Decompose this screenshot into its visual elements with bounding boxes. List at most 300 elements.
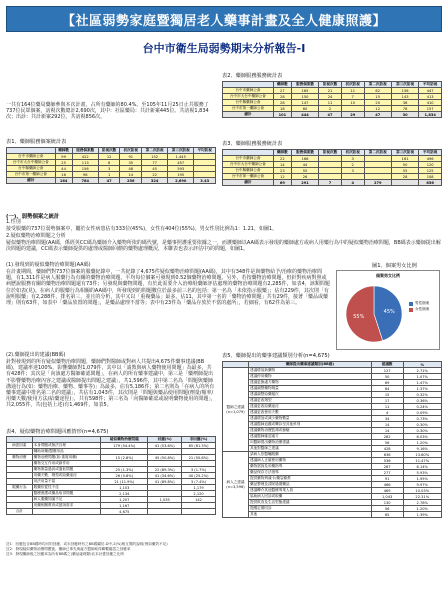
- table-cell: 50: [391, 162, 418, 168]
- table-cell: 60: [291, 106, 318, 112]
- legend-swatch: [409, 308, 413, 312]
- header-cell: 平均訪視: [419, 82, 442, 88]
- table-cell: 1,043: [371, 494, 403, 500]
- table-row: [223, 512, 442, 518]
- total-cell: 7: [319, 180, 342, 186]
- table-cell: [182, 509, 216, 515]
- table-cell: 提供飲食及生活型態建議: [249, 500, 372, 506]
- table-cell: 165: [291, 88, 318, 94]
- table-cell: 6.03%: [403, 434, 441, 440]
- table-cell: 5.93%: [403, 470, 441, 476]
- table4-caption: 表4、疑似藥物治療問題回應情形(n=4,675): [6, 429, 109, 435]
- table-cell: 建議轉介其他醫療專業人員: [249, 488, 372, 494]
- header-cell: 初次訪視: [120, 148, 142, 154]
- table-cell: 27: [273, 88, 291, 94]
- total-cell: 30: [391, 112, 418, 118]
- section2-text: 在計畫期間，藥師們對737位個案的服藥紀錄中，一共紀錄了4,675件疑似藥物治療問題(AA碼)，其中有348件是與藥物給予/治療的藥物治療問題，有1,311件是病人服藥行為有關的藥物治療問題，平均每位個案可發現到0.52個藥物治療問題。另外，若按藥物治療問題，但針對疾病對照或病歷說服務有關的藥物治療問題還有73件；另發現與藥物問題，有於此需要介入治療組藥師評估處理的藥物治療問題有2,285件，如表4，該類問題位於如表(見)。在病人的服藥行為相關的AA碼中，所發現到的問題數位於最多前三名的包括：第一名為「未依指示服藥」；佔有229件，其次則「有說明服藥」有2,288件，排名第三，並且的分析，其中又以「重複藥品」最多，佔11，其中第一名的「藥物治療問題」共有29件，接著「藥品或藥理」則有63件，如表中「藥品放置的問題」，是藥品處理不當等；表中有23件為「藥品存放於不當的處所」，若細看，有62件為第三。: [6, 269, 330, 307]
- report-subtitle: 台中市衛生局弱勢期末分析報告-I: [142, 42, 306, 55]
- table-cell: 4,675: [101, 509, 148, 515]
- section1-heading: (一)、弱勢個案之統計: [6, 214, 60, 220]
- table-cell: 35: [120, 160, 142, 166]
- table-cell: 26: [291, 174, 318, 180]
- table-cell: 41 (53.6%): [148, 443, 182, 449]
- table-cell: [32, 509, 101, 515]
- table-cell: 496: [419, 156, 442, 162]
- table-cell: 1,207: [101, 497, 148, 503]
- table-cell: 建議更改使用天數: [249, 410, 372, 416]
- total-cell: 279: [364, 180, 391, 186]
- table-cell: 45: [142, 166, 168, 172]
- table-cell: 建議增加或減少藥物數量: [249, 416, 372, 422]
- section3-text: 針對發現到的所有疑似藥物治療問題，藥師們對醫師或對病人共提出4,675件藥事建議(BB碼)，建議率達100%，影響藥師對1,079件，其中以「請教與病人藥物使用問題」為最多，共有428件；其次是「向該處方醫師確認問題」，在病人的所有藥事建議中，第三是「藥劑師提出不影響藥物治療內容之建議或醫師提出問題之建議」，共1,596件，其中第二名為「問題與藥師溝通行為(如：藥物治療、藥物、藥事等)」為最多，佔有5,186件；第二名則為「在病人的所有藥事建議中排名第二名的建議」，共佔有1,043件，其次則是「問題與藥品使用問題(劑量/頻率/用藥天數/使用方法/給藥途徑)」，共有598件；第三名為「向醫師確認或說明藥物使用的問題」，共2,055件，共(包括上述)有1,469件，如表5。: [6, 359, 216, 409]
- total-cell: 總計: [7, 178, 56, 184]
- table-cell: 157: [419, 106, 442, 112]
- table-cell: 服藥行為: [7, 485, 33, 491]
- table-cell: 請病人依醫囑服藥: [249, 452, 372, 458]
- table4-note: 註3：發現藥師後之回應率為所有BB碼之(藥品處理類)佔本計畫回應之比例: [6, 552, 124, 556]
- table-cell: 469: [371, 488, 403, 494]
- table-cell: 16: [55, 172, 72, 178]
- table-cell: 287: [371, 464, 403, 470]
- table-cell: 藥物諮詢及用藥指導: [249, 464, 372, 470]
- table-cell: 1,179: [182, 485, 216, 491]
- table-cell: 195: [168, 172, 194, 178]
- table-cell: 3: [341, 156, 364, 162]
- table-cell: 142: [182, 497, 216, 503]
- header-cell: 訪視次數: [319, 150, 342, 156]
- table-cell: 12: [98, 154, 120, 160]
- header-cell: 第三次訪視: [391, 82, 418, 88]
- table-cell: 11: [371, 404, 403, 410]
- header-cell: 疑似藥物治療問題: [101, 437, 148, 443]
- table-cell: 14: [273, 162, 291, 168]
- header-cell: 初次訪視: [341, 150, 364, 156]
- table-cell: 77: [142, 160, 168, 166]
- table-cell: 12: [364, 106, 391, 112]
- table-cell: 台中市藥師公會: [223, 88, 274, 94]
- legend-label: 女性個案: [415, 307, 430, 311]
- table-cell: 6.14%: [403, 464, 441, 470]
- table-cell: 55: [391, 168, 418, 174]
- table-cell: 1.20%: [403, 440, 441, 446]
- table-cell: 7: [341, 94, 364, 100]
- legend-label: 男性個案: [415, 301, 430, 305]
- table-cell: 22 (89.3%): [148, 467, 182, 473]
- total-row: [7, 178, 216, 184]
- table-cell: 413: [419, 94, 442, 100]
- table-row: [7, 509, 216, 515]
- table-cell: 2: [319, 106, 342, 112]
- table-cell: 11.47%: [403, 458, 441, 464]
- table-cell: 150: [291, 94, 318, 100]
- header-cell: 訪視次數: [319, 82, 342, 88]
- table-cell: 台中市第一藥師公會: [7, 172, 56, 178]
- pie-legend: [409, 301, 429, 313]
- legend-entry: [409, 301, 429, 306]
- table-cell: 3: [341, 168, 364, 174]
- table-cell: 0.30%: [403, 422, 441, 428]
- table1: [6, 147, 216, 184]
- table-cell: 25: [55, 160, 72, 166]
- table-cell: 41 (34.6%): [148, 473, 182, 479]
- table-cell: 用藥相關教育或諮詢需求: [32, 503, 101, 509]
- group-count: (n=1,079): [226, 410, 245, 414]
- table-cell: 建議病人正確使用藥物: [249, 458, 372, 464]
- total-cell: 291: [291, 180, 318, 186]
- table-cell: 建議更改劑型: [249, 398, 372, 404]
- table-cell: 1,167: [101, 503, 148, 509]
- total-cell: 69: [273, 180, 291, 186]
- header-cell: 服務個案數: [291, 150, 318, 156]
- total-cell: [391, 180, 418, 186]
- table-cell: 11: [341, 88, 364, 94]
- section2-sub: (1).發現到的疑似藥物治療問題(AA碼): [6, 262, 91, 268]
- table-cell: 18: [273, 106, 291, 112]
- table-cell: 147: [291, 100, 318, 106]
- table-cell: 25 (1.3%): [101, 467, 148, 473]
- report-banner: [6, 6, 442, 32]
- table-cell: 62: [364, 88, 391, 94]
- header-cell: 回應(%): [148, 437, 182, 443]
- header-cell: 訪視次數: [98, 148, 120, 154]
- table-cell: 提醒定期回診: [249, 506, 372, 512]
- table-cell: 病人服藥知識不足: [32, 497, 101, 503]
- header-cell: 藥師提出藥事建議類別(BB碼): [249, 362, 372, 368]
- total-cell: 256: [120, 178, 142, 184]
- table-cell: 22: [273, 156, 291, 162]
- total-cell: 324: [142, 178, 168, 184]
- pie-slice-label-1: 55%: [353, 313, 365, 320]
- table-cell: 28: [391, 174, 418, 180]
- table-cell: 50: [371, 374, 403, 380]
- table-cell: 3: [98, 166, 120, 172]
- table-cell: 2: [341, 162, 364, 168]
- table-cell: 15 (2.8%): [101, 455, 148, 461]
- table-cell: 26 (5.8%): [101, 473, 148, 479]
- table-cell: 用藥天數、劑型或給藥途徑: [32, 473, 101, 479]
- header-cell: 平均訪視: [419, 150, 442, 156]
- table-cell: 藥品整理及清除過期藥品: [249, 482, 372, 488]
- group-cell: [223, 452, 249, 518]
- total-cell: 444: [291, 112, 318, 118]
- table-cell: 44: [291, 162, 318, 168]
- pie-caption: 圖1、個案男女比例: [372, 263, 417, 269]
- table-cell: 1,035: [148, 497, 182, 503]
- table-cell: 服藥依從性不佳: [32, 485, 101, 491]
- table-cell: 24: [319, 94, 342, 100]
- table4-note: 註1：回應包含BB碼時均可的回應；或未回應時有之BB碼屬於-D中,2(%)相互間的說明(例如藥效不足): [6, 542, 168, 546]
- table5-caption: 表5、藥師提出的藥事建議類別分析(n=4,675): [222, 353, 330, 359]
- table-cell: 20: [364, 100, 391, 106]
- table-cell: 1: [98, 172, 120, 178]
- table-cell: 282: [371, 434, 403, 440]
- table-cell: 協助病人回診或取藥: [249, 494, 372, 500]
- table-cell: 158: [391, 88, 418, 94]
- table-cell: 建議增加新藥物: [249, 368, 372, 374]
- table-cell: 15: [364, 94, 391, 100]
- table4-notes: [6, 542, 216, 557]
- table-cell: 建議更換處方藥物: [249, 380, 372, 386]
- table-cell: 建議調整給藥頻次: [249, 392, 372, 398]
- table-cell: 22.31%: [403, 494, 441, 500]
- total-row: [223, 112, 442, 118]
- table-cell: 10: [341, 100, 364, 106]
- header-cell: 藥師數: [273, 150, 291, 156]
- table-cell: 用法用量不當: [32, 479, 101, 485]
- total-cell: 29: [341, 112, 364, 118]
- total-cell: 2,690: [168, 178, 194, 184]
- total-cell: 101: [273, 112, 291, 118]
- header-cell: 藥師數: [273, 82, 291, 88]
- table-cell: 藥品保存方法指導: [249, 470, 372, 476]
- legend-swatch: [409, 302, 413, 306]
- total-cell: 47: [319, 112, 342, 118]
- table-cell: 向醫師提出藥物治療建議: [249, 440, 372, 446]
- table-cell: 3 (1.7%): [182, 467, 216, 473]
- total-cell: 3.43: [194, 178, 216, 184]
- table-cell: 14: [120, 172, 142, 178]
- table-cell: 3 (7.4%): [182, 479, 216, 485]
- table-cell: 輔助用藥/醫療用品: [32, 449, 101, 455]
- total-cell: 47: [98, 178, 120, 184]
- table-cell: 28: [273, 94, 291, 100]
- section1-text2: 疑似藥物治療問題(AA碼，係經英CC碼為藥師介入藥物所依的碼代號，是藥事照護重要依據之一，而護藥師以AA碼表示發現的藥師處方或病人用藥行為中的疑似藥物治療問題，BB碼表示藥師提出解決問題的建議，CC碼表示藥師提供的處理或醫師回饋的藥物處理概況，本聯表也表示評估中)的問題，如圖1。: [6, 240, 441, 253]
- table-cell: 422: [72, 154, 98, 160]
- table-cell: 10.03%: [403, 488, 441, 494]
- table-cell: 建議藥物治療監測或檢驗: [249, 428, 372, 434]
- table-cell: 0.24%: [403, 404, 441, 410]
- table-cell: 12: [273, 174, 291, 180]
- header-cell: 第二次訪視: [142, 148, 168, 154]
- table-cell: 2,134: [101, 491, 148, 497]
- table-cell: 台中市第一藥師公會: [223, 106, 274, 112]
- header-cell: 建議數: [371, 362, 403, 368]
- group-name: 醫師之建議: [226, 405, 245, 409]
- header-cell: 平均訪視: [194, 148, 216, 154]
- table-cell: 病患因素: [7, 443, 33, 449]
- table-cell: 1.07%: [403, 374, 441, 380]
- table-cell: 91: [120, 154, 142, 160]
- table-cell: [148, 509, 182, 515]
- table-cell: 64: [371, 386, 403, 392]
- table-cell: 152: [142, 154, 168, 160]
- table-cell: 藥物交互作用或副作用: [32, 461, 101, 467]
- table2: [222, 81, 442, 118]
- table-cell: 0.09%: [403, 410, 441, 416]
- table-cell: 台中市大台中藥師公會: [223, 162, 274, 168]
- table-cell: 15: [371, 392, 403, 398]
- legend-entry: [409, 307, 429, 312]
- table-cell: 593: [168, 166, 194, 172]
- table4-note: 註2：發現疑似藥物治療問題後，藥師已事先與處方醫師取得聯繫確認之回應率: [6, 547, 131, 551]
- table-cell: 13.60%: [403, 452, 441, 458]
- table-cell: 38: [391, 100, 418, 106]
- table-cell: 9.16%: [403, 446, 441, 452]
- header-cell: 非回應(%): [182, 437, 216, 443]
- table-cell: 9.97%: [403, 482, 441, 488]
- table-cell: 其他對醫師之建議: [249, 446, 372, 452]
- table-cell: 1,445: [168, 154, 194, 160]
- table-cell: 醫療照護或藥品取得問題: [32, 491, 101, 497]
- table-cell: 14: [371, 422, 403, 428]
- table-cell: 建議醫師追蹤或轉診至其他科別: [249, 422, 372, 428]
- table-cell: 98: [72, 172, 98, 178]
- table-cell: 113: [72, 160, 98, 166]
- table-cell: 2.71%: [403, 368, 441, 374]
- pie-figure: [336, 270, 440, 350]
- table-cell: 2,120: [182, 491, 216, 497]
- table-cell: 1,103: [101, 485, 148, 491]
- table-cell: 143: [391, 94, 418, 100]
- table-cell: 11: [319, 100, 342, 106]
- header-cell: 第二次訪視: [364, 82, 391, 88]
- table-cell: 44: [55, 166, 72, 172]
- table-cell: 22: [142, 172, 168, 178]
- header-cell: 第三次訪視: [391, 150, 418, 156]
- table-cell: 99: [55, 154, 72, 160]
- table-cell: 1.95%: [403, 476, 441, 482]
- table-cell: 457: [168, 160, 194, 166]
- pie-title: 個案男女比例: [376, 273, 400, 278]
- table-cell: 125: [419, 168, 442, 174]
- total-cell: 784: [72, 178, 98, 184]
- table-cell: 161: [391, 156, 418, 162]
- header-cell: 藥師數: [55, 148, 72, 154]
- table-cell: 台中市第一藥師公會: [223, 174, 274, 180]
- pie-chart: [339, 279, 409, 349]
- table-cell: 447: [419, 88, 442, 94]
- table-cell: 台中市大台中藥師公會: [223, 94, 274, 100]
- header-cell: 服務個案數: [291, 82, 318, 88]
- table-cell: 21: [319, 88, 342, 94]
- table-cell: 166: [291, 156, 318, 162]
- table-cell: 48: [120, 166, 142, 172]
- table-cell: 28: [273, 100, 291, 106]
- table-cell: 0.73%: [403, 416, 441, 422]
- table-cell: 17: [371, 398, 403, 404]
- group-cell: [223, 368, 249, 452]
- table-cell: 21 (50.8%): [182, 455, 216, 461]
- table-cell: 14: [371, 428, 403, 434]
- table-cell: 78: [391, 106, 418, 112]
- table4: [6, 436, 216, 515]
- table-cell: 1.39%: [403, 512, 441, 518]
- total-cell: 47: [364, 112, 391, 118]
- intro-paragraph: 一共有164位藥局藥師參與本次計畫，占所有藥師的80.4%。至105年11月25日止共服務了737位民眾個案，訪視次數總計2,690次，其中：社區藥局：共計新案445位、共訪視1,834次；出診：共計新案292位、共訪視856次。: [6, 102, 209, 121]
- table-cell: 23: [273, 168, 291, 174]
- table-cell: 277: [371, 470, 403, 476]
- table-cell: 41 (89.8%): [148, 479, 182, 485]
- section3-sub: (2).藥師提出的建議(BB碼): [6, 352, 66, 358]
- table-cell: 建議醫師確認處方: [249, 434, 372, 440]
- table-cell: 藥物治療問題(如:重複用藥): [32, 455, 101, 461]
- table5: [222, 361, 442, 518]
- section1-sub: 1.性別: [6, 219, 21, 225]
- table-cell: 466: [371, 482, 403, 488]
- table-cell: 1.20%: [403, 506, 441, 512]
- table3-caption: 表3、藥師服務服務統計表: [222, 141, 283, 147]
- table-cell: 127: [371, 368, 403, 374]
- table-cell: 0.32%: [403, 392, 441, 398]
- total-cell: 164: [55, 178, 72, 184]
- table-cell: 台中市藥師公會: [7, 154, 56, 160]
- table-cell: 1.47%: [403, 380, 441, 386]
- table-cell: 55: [291, 168, 318, 174]
- table2-caption: 表2、藥師服務服務統計表: [222, 73, 283, 79]
- report-title: 【社區弱勢家庭暨獨居老人藥事計畫及全人健康照護】: [61, 13, 386, 29]
- table-cell: 台中縣藥師公會: [7, 166, 56, 172]
- table-cell: 21 (11.9%): [101, 479, 148, 485]
- table-cell: 藥物治療: [7, 455, 33, 461]
- header-cell: %: [403, 362, 441, 368]
- table-cell: 428: [371, 446, 403, 452]
- table-cell: 56: [371, 506, 403, 512]
- total-cell: 總計: [223, 112, 274, 118]
- table-cell: 34: [371, 416, 403, 422]
- table-cell: 636: [371, 452, 403, 458]
- table-cell: 建議停用藥物: [249, 374, 372, 380]
- table-cell: 40 (25.2%): [182, 473, 216, 479]
- total-cell: 1,834: [419, 112, 442, 118]
- header-cell: 第三次訪視: [168, 148, 194, 154]
- total-cell: 856: [419, 180, 442, 186]
- table-cell: 台中市大台中藥師公會: [7, 160, 56, 166]
- table-cell: 本身問題或無法自理: [32, 443, 101, 449]
- table-cell: 台中縣藥師公會: [223, 168, 274, 174]
- table-cell: 0.36%: [403, 398, 441, 404]
- group-name: 病人之建議: [226, 480, 245, 484]
- total-row: [223, 180, 442, 186]
- table-cell: 120: [419, 162, 442, 168]
- table-cell: 建議更改給藥途徑: [249, 404, 372, 410]
- table-cell: 建議調整藥物劑量: [249, 386, 372, 392]
- table1-caption: 表1、藥師服務個案統計表: [6, 139, 67, 145]
- table-cell: 藥物劑量過高或過低問題: [32, 467, 101, 473]
- table-cell: 179 (54.4%): [101, 443, 148, 449]
- total-cell: 總計: [223, 180, 274, 186]
- section1-text: 接受服藥的737位弱勢個案中，屬於女性病患佔有333位(45%)，女性有404位(55%)。男女性別比例為1：1.21，如圖1。: [6, 226, 278, 232]
- table-cell: 6: [98, 160, 120, 166]
- header-cell: 第二次訪視: [364, 150, 391, 156]
- table-cell: 1.37%: [403, 386, 441, 392]
- table-cell: 65: [371, 512, 403, 518]
- table-cell: 台中縣藥師公會: [223, 100, 274, 106]
- table-cell: 4: [371, 410, 403, 416]
- table-cell: 69: [371, 380, 403, 386]
- table-cell: 提供藥物辨識卡/藥袋衛教: [249, 476, 372, 482]
- header-cell: 服務個案數: [72, 148, 98, 154]
- table-cell: 536: [371, 458, 403, 464]
- header-cell: 初次訪視: [341, 82, 364, 88]
- table-cell: 45 (50.8%): [148, 455, 182, 461]
- table-cell: 130: [371, 500, 403, 506]
- total-cell: 4: [341, 180, 364, 186]
- table-cell: 56: [371, 440, 403, 446]
- table-cell: 156: [72, 166, 98, 172]
- table-cell: 合計: [7, 509, 33, 515]
- pie-slice-label-0: 45%: [383, 309, 395, 316]
- table-cell: 台中市藥師公會: [223, 156, 274, 162]
- table3: [222, 149, 442, 186]
- table-cell: 其他: [249, 512, 372, 518]
- section1-sub2: 2.疑似藥物治療問題之分析: [6, 233, 66, 239]
- table-cell: 410: [419, 100, 442, 106]
- table-cell: 0.30%: [403, 428, 441, 434]
- group-count: (n=3,596): [226, 485, 245, 489]
- table-cell: 91: [371, 476, 403, 482]
- table-cell: 108: [419, 174, 442, 180]
- table-cell: 65 (61.3%): [182, 443, 216, 449]
